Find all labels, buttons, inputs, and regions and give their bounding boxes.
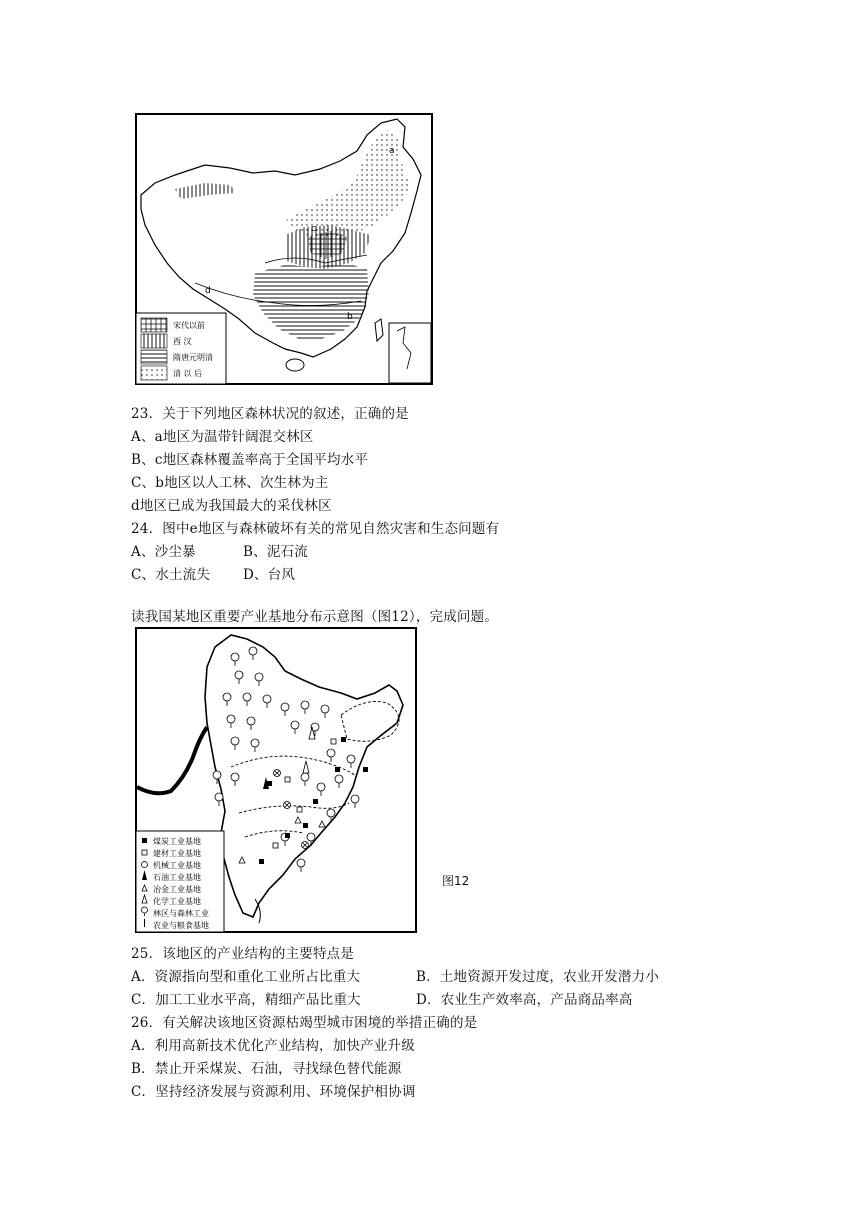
intro-text: 读我国某地区重要产业基地分布示意图（图12），完成问题。 xyxy=(131,609,499,625)
map-label-c: c xyxy=(311,224,316,234)
q23-option-b: B、c地区森林覆盖率高于全国平均水平 xyxy=(131,452,369,468)
legend2-item-2: 建材工业基地 xyxy=(153,849,201,858)
map-label-d: d xyxy=(205,286,211,296)
industry-base-map xyxy=(135,627,417,933)
q23-option-a: A、a地区为温带针阔混交林区 xyxy=(131,429,314,445)
q26-option-a: A．利用高新技术优化产业结构，加快产业升级 xyxy=(131,1038,415,1054)
q24-stem: 24．图中e地区与森林破坏有关的常见自然灾害和生态问题有 xyxy=(131,521,500,537)
q24-option-d: D、台风 xyxy=(243,567,296,583)
figure-12-caption: 图12 xyxy=(442,874,470,888)
legend1-item-4: 清 以 后 xyxy=(173,369,203,378)
map-label-b: b xyxy=(347,312,353,322)
q23-stem: 23．关于下列地区森林状况的叙述，正确的是 xyxy=(131,406,409,422)
legend1-item-1: 宋代以前 xyxy=(173,321,205,330)
q24-option-c: C、水土流失 xyxy=(131,567,211,583)
q25-option-a: A．资源指向型和重化工业所占比重大 xyxy=(131,969,361,985)
q25-option-b: B．土地资源开发过度，农业开发潜力小 xyxy=(416,969,660,985)
china-forest-map xyxy=(135,113,433,385)
q25-option-c: C．加工工业水平高，精细产品比重大 xyxy=(131,992,361,1008)
legend2-item-5: 冶金工业基地 xyxy=(153,885,201,894)
q25-stem: 25．该地区的产业结构的主要特点是 xyxy=(131,946,355,962)
q26-option-b: B．禁止开采煤炭、石油，寻找绿色替代能源 xyxy=(131,1061,402,1077)
legend1-item-3: 隋唐元明清 xyxy=(173,353,213,362)
legend2-item-8: 农业与粮食基地 xyxy=(153,921,209,930)
q26-option-c: C．坚持经济发展与资源利用、环境保护相协调 xyxy=(131,1084,416,1100)
map-label-a: a xyxy=(389,146,395,156)
legend1-item-2: 西 汉 xyxy=(173,337,192,346)
q24-option-a: A、沙尘暴 xyxy=(131,544,196,560)
legend2-item-3: 机械工业基地 xyxy=(153,861,201,870)
legend2-item-6: 化学工业基地 xyxy=(153,897,201,906)
q23-option-c: C、b地区以人工林、次生林为主 xyxy=(131,475,329,491)
legend2-item-4: 石油工业基地 xyxy=(153,873,201,882)
q24-option-b: B、泥石流 xyxy=(243,544,308,560)
q26-stem: 26．有关解决该地区资源枯竭型城市困境的举措正确的是 xyxy=(131,1015,478,1031)
legend2-item-1: 煤炭工业基地 xyxy=(153,837,201,846)
q23-option-d: d地区已成为我国最大的采伐林区 xyxy=(131,498,332,514)
legend2-item-7: 林区与森林工业 xyxy=(153,909,209,918)
q25-option-d: D．农业生产效率高，产品商品率高 xyxy=(416,992,633,1008)
